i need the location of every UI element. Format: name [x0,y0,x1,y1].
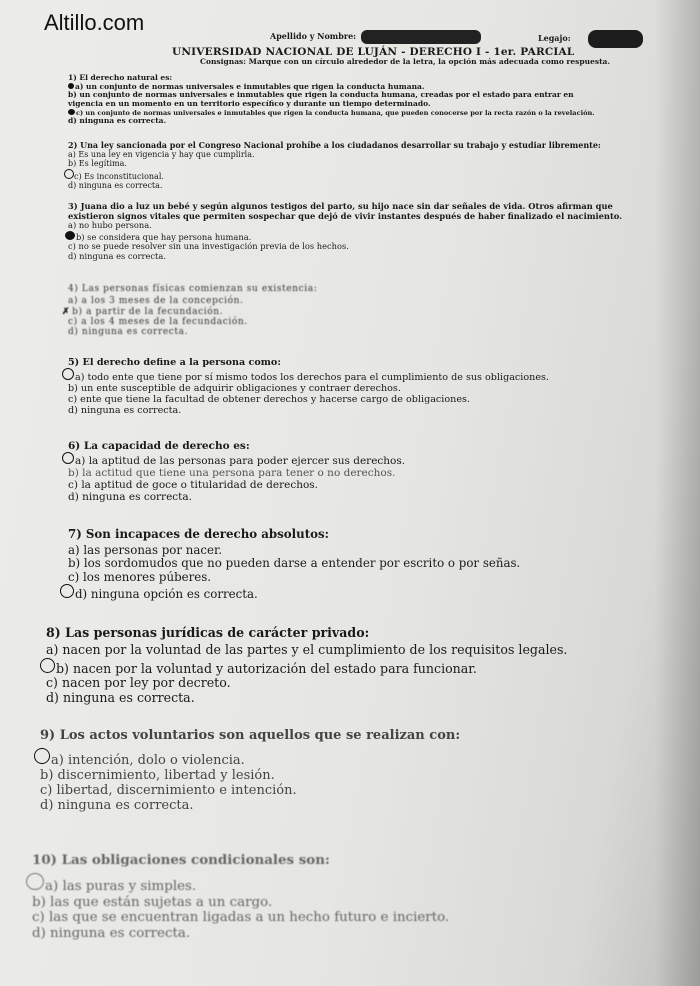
question-5-option-a: a) todo ente que tiene por sí mismo todos los derechos para el cumplimiento de sus obligaciones. [68,368,549,383]
watermark: Altillo.com [44,10,145,35]
question-2 [68,141,601,190]
page-shadow [655,0,700,986]
question-6-option-a: a) la aptitud de las personas para poder ejercer sus derechos. [68,452,405,467]
answer-circle [64,169,74,179]
question-5-option-d: d) ninguna es correcta. [68,405,182,417]
question-7-option-d: d) ninguna opción es correcta. [68,584,520,602]
question-6-option-c: c) la aptitud de goce o titularidad de derechos. [68,479,319,492]
exam-title: UNIVERSIDAD NACIONAL DE LUJÁN - DERECHO I - 1er. PARCIAL [172,46,575,58]
question-3-text-cont: existieron signos vitales que permiten sospechar que dejó de vivir instantes después de haber finalizado el nacimiento. [68,210,623,221]
question-5-option-b: b) un ente susceptible de adquirir obligaciones y contraer derechos. [68,383,401,395]
redacted-name [361,30,481,44]
question-6-option-d: d) ninguna es correcta. [68,491,192,504]
question-6 [68,440,405,503]
question-9-option-c: c) libertad, discernimiento e intención. [40,782,297,798]
answer-circle [60,584,74,598]
answer-circle [62,368,74,380]
answer-mark [68,109,75,115]
question-8-option-d: d) ninguna es correcta. [46,689,195,705]
question-5 [68,357,549,416]
question-2-option-d: d) ninguna es correcta. [68,180,163,190]
name-label: Apellido y Nombre: [270,31,357,41]
legajo-label: Legajo: [538,33,571,43]
question-6-text: 6) La capacidad de derecho es: [68,440,250,452]
answer-circle [62,452,74,464]
exam-instructions: Consignas: Marque con un círculo alrededor de la letra, la opción más adecuada como respuesta. [200,57,611,66]
question-8 [46,626,567,705]
question-10-option-d: d) ninguna es correcta. [32,925,191,941]
question-4-text: 4) Las personas físicas comienzan su existencia: [68,284,318,294]
question-3-option-a: a) no hubo persona. [68,220,152,231]
answer-mark [65,231,75,240]
question-3-text: 3) Juana dio a luz un bebé y según algunos testigos del parto, su hijo nace sin dar señales de vida. Otros afirman que [68,201,613,211]
question-1-option-a: a) un conjunto de normas universales e inmutables que rigen la conducta humana. [68,83,595,92]
question-5-text: 5) El derecho define a la persona como: [68,357,281,368]
question-2-option-a: a) Es una ley en vigencia y hay que cumplirla. [68,150,255,160]
question-4-option-d: d) ninguna es correcta. [68,327,189,338]
answer-circle [40,658,55,673]
question-9-option-b: b) discernimiento, libertad y lesión. [40,767,275,783]
question-7 [68,528,520,602]
question-1-option-d: d) ninguna es correcta. [68,116,167,126]
question-7-option-a: a) las personas por nacer. [68,542,223,557]
question-10-option-c: c) las que se encuentran ligadas a un hecho futuro e incierto. [32,910,450,926]
question-10-text: 10) Las obligaciones condicionales son: [32,852,330,868]
question-3-option-d: d) ninguna es correcta. [68,250,166,261]
question-4-option-a: a) a los 3 meses de la concepción. [68,296,244,307]
question-1-option-b-cont: vigencia en un momento en un territorio específico y durante un tiempo determinado. [68,98,431,108]
question-10 [32,853,449,941]
question-9 [40,729,460,814]
question-2-option-c: c) Es inconstitucional. [68,169,601,181]
question-2-option-b: b) Es legítima. [68,159,127,169]
question-4-option-b: ✗ b) a partir de la fecundación. [62,306,224,317]
question-4 [62,284,318,338]
question-6-option-b: b) la actitud que tiene una persona para tener o no derechos. [68,467,396,480]
question-1-option-b: b) un conjunto de normas universales e inmutables que rigen la conducta humana, creadas por el estado para entrar en [68,90,574,100]
question-8-option-a: a) nacen por la voluntad de las partes y el cumplimiento de los requisitos legales. [46,642,568,658]
question-7-option-b: b) los sordomudos que no pueden darse a entender por escrito o por señas. [68,556,521,571]
question-8-option-c: c) nacen por ley por decreto. [46,675,231,691]
question-9-text: 9) Los actos voluntarios son aquellos que se realizan con: [40,728,461,743]
answer-scribble: ✗ [62,306,71,317]
question-4-option-c: c) a los 4 meses de la fecundación. [68,317,248,328]
question-10-option-a: a) las puras y simples. [32,873,449,894]
question-10-option-b: b) las que están sujetas a un cargo. [32,894,273,910]
question-3-option-c: c) no se puede resolver sin una investigación previa de los hechos. [68,241,349,252]
answer-mark [68,83,74,89]
question-8-option-b: b) nacen por la voluntad y autorización del estado para funcionar. [46,658,567,676]
question-7-option-c: c) los menores púberes. [68,569,212,584]
question-3 [68,202,622,261]
question-1 [68,74,595,126]
question-1-option-c: c) un conjunto de normas universales e inmutables que rigen la conducta humana, que pueden conocerse por la recta razón o la revelación. [68,109,595,118]
question-7-text: 7) Son incapaces de derecho absolutos: [68,527,330,541]
question-2-text: 2) Una ley sancionada por el Congreso Nacional prohíbe a los ciudadanos desarrollar su trabajo y estudiar libremente: [68,140,601,150]
question-5-option-c: c) ente que tiene la facultad de obtener derechos y hacerse cargo de obligaciones. [68,394,470,406]
name-field [270,30,481,44]
answer-circle [34,748,50,764]
answer-circle [26,873,44,890]
question-1-text: 1) El derecho natural es: [68,73,173,82]
question-9-option-d: d) ninguna es correcta. [40,797,194,813]
question-9-option-a: a) intención, dolo o violencia. [40,748,460,769]
question-8-text: 8) Las personas jurídicas de carácter privado: [46,625,370,640]
redacted-legajo [588,30,643,48]
question-3-option-b: b) se considera que hay persona humana. [68,231,622,243]
